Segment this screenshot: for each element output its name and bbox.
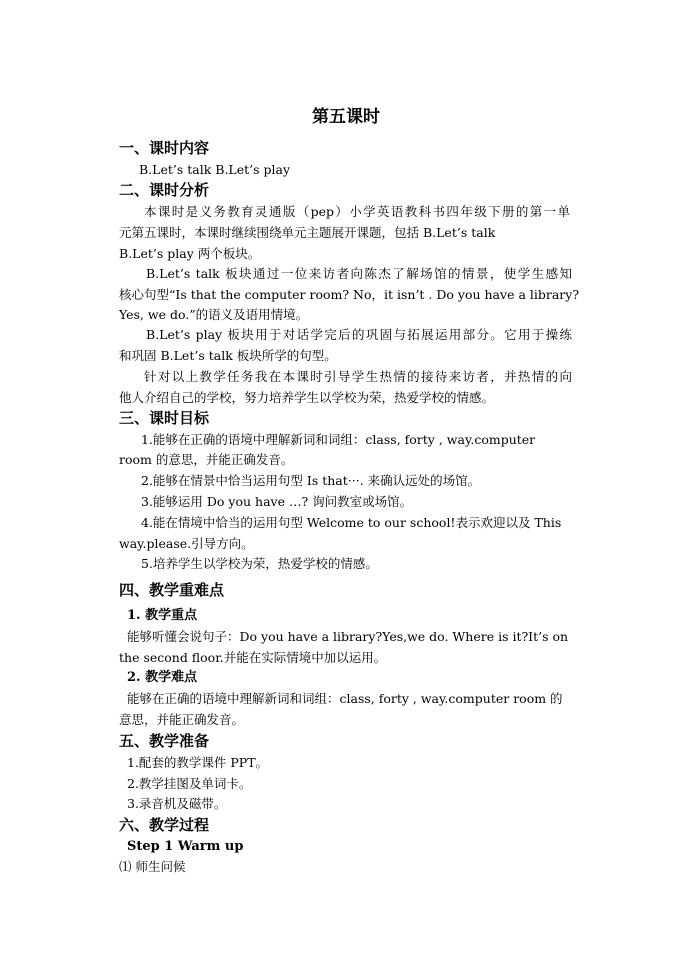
paragraph-line: 和巩固 B.Let’s talk 板块所学的句型。 [119, 348, 337, 363]
subheading-step-1: Step 1 Warm up [127, 839, 244, 854]
goal-line: 4.能在情境中恰当的运用句型 Welcome to our school!表示欢迎以及 This [141, 515, 562, 530]
document-title: 第五课时 [312, 107, 380, 127]
section-heading-preparation: 五、教学准备 [119, 732, 210, 750]
paragraph-line: Yes, we do.”的语义及语用情境。 [119, 307, 309, 322]
difficulty-line: 能够在正确的语境中理解新词和词组：class, forty , way.computer room 的 [127, 691, 563, 706]
subheading-difficulty: 2. 教学难点 [127, 670, 198, 685]
goal-line: room 的意思，并能正确发音。 [119, 452, 294, 467]
section-heading-key-points: 四、教学重难点 [119, 581, 225, 599]
paragraph-line: 元第五课时，本课时继续围绕单元主题展开课题，包括 B.Let’s talk [119, 225, 496, 240]
difficulty-line: 意思，并能正确发音。 [119, 712, 245, 727]
paragraph-line: 本课时是义务教育灵通版（pep）小学英语教科书四年级下册的第一单 [144, 204, 570, 219]
paragraph-line: 核心句型“Is that the computer room? No，it isn’t . Do you have a library? [119, 287, 580, 302]
paragraph-line: 他人介绍自己的学校，努力培养学生以学校为荣，热爱学校的情感。 [119, 390, 495, 405]
preparation-line: 1.配套的教学课件 PPT。 [127, 755, 269, 770]
preparation-line: 3.录音机及磁带。 [127, 796, 227, 811]
process-line: ⑴ 师生问候 [119, 859, 186, 874]
content-line: B.Let’s talk B.Let’s play [139, 162, 291, 177]
section-heading-process: 六、教学过程 [119, 816, 210, 834]
key-point-line: 能够听懂会说句子：Do you have a library?Yes,we do. Where is it?It’s on [127, 629, 569, 644]
subheading-key-point: 1. 教学重点 [127, 608, 198, 623]
goal-line: 5.培养学生以学校为荣，热爱学校的情感。 [141, 556, 378, 571]
goal-line: 2.能够在情景中恰当运用句型 Is that···. 来确认远处的场馆。 [141, 473, 481, 488]
paragraph-line: B.Let’s talk 板块通过一位来访者向陈杰了解场馆的情景，使学生感知 [146, 266, 572, 281]
paragraph-line: B.Let’s play 两个板块。 [119, 246, 261, 261]
section-heading-content: 一、课时内容 [119, 139, 210, 157]
key-point-line: the second floor.并能在实际情境中加以运用。 [119, 650, 387, 665]
preparation-line: 2.教学挂图及单词卡。 [127, 776, 252, 791]
goal-line: 3.能够运用 Do you have …? 询问教室或场馆。 [141, 494, 413, 509]
goal-line: 1.能够在正确的语境中理解新词和词组：class, forty , way.computer [141, 432, 536, 447]
goal-line: way.please.引导方向。 [119, 536, 254, 551]
paragraph-line: B.Let’s play 板块用于对话学完后的巩固与拓展运用部分。它用于操练 [146, 327, 572, 342]
section-heading-analysis: 二、课时分析 [119, 181, 210, 199]
section-heading-goals: 三、课时目标 [119, 409, 210, 427]
paragraph-line: 针对以上教学任务我在本课时引导学生热情的接待来访者，并热情的向 [144, 369, 572, 384]
